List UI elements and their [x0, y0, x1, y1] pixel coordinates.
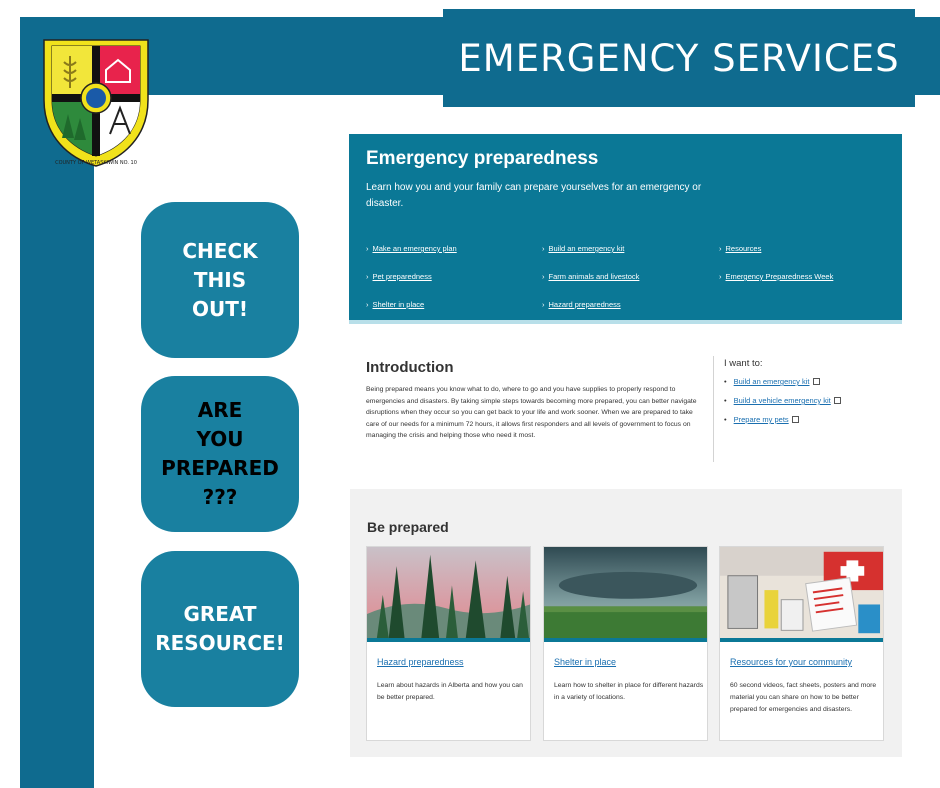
link-label[interactable]: Build a vehicle emergency kit: [733, 396, 831, 405]
card-shelter-in-place[interactable]: [543, 546, 708, 741]
chevron-right-icon: ›: [366, 272, 369, 281]
callout-line: CHECK: [182, 238, 258, 263]
preparedness-link[interactable]: [366, 266, 542, 284]
list-item[interactable]: [724, 396, 894, 405]
introduction-body: Being prepared means you know what to do, where to go and you have supplies to properly respond to emergencies and disasters. By taking simple steps towards becoming more prepared, you can better navigate disruptions when they occur so you can get back to your life and work sooner. When we are prepared to take care of our needs for a minimum 72 hours, it allows first responders and all levels of government to focus on managing the crisis and helping those who need it most.: [366, 386, 697, 440]
card-description: Learn about hazards in Alberta and how you can be better prepared.: [377, 682, 523, 701]
i-want-to-title: I want to:: [724, 358, 763, 369]
list-item[interactable]: [724, 415, 894, 424]
chevron-right-icon: ›: [719, 272, 722, 281]
storm-field-image: [544, 547, 707, 642]
callout-line: ???: [202, 485, 238, 509]
link-label[interactable]: Build an emergency kit: [733, 377, 810, 386]
wildfire-forest-image: [367, 547, 530, 642]
chevron-right-icon: ›: [542, 300, 545, 309]
external-link-icon: [813, 378, 820, 385]
introduction-title: Introduction: [366, 359, 454, 376]
callout-line: GREAT: [183, 602, 257, 626]
callout-line: OUT!: [191, 296, 248, 321]
card-hazard-preparedness[interactable]: [366, 546, 531, 741]
bullet-icon: •: [724, 377, 727, 386]
chevron-right-icon: ›: [542, 244, 545, 253]
preparedness-link[interactable]: [542, 266, 719, 284]
preparedness-banner: [349, 134, 902, 324]
county-crest-logo: [40, 38, 152, 168]
external-link-icon: [834, 397, 841, 404]
header: [443, 9, 915, 107]
callout-line: RESOURCE!: [155, 631, 285, 655]
preparedness-description: Learn how you and your family can prepare yourselves for an emergency or disaster.: [366, 182, 702, 209]
link-label[interactable]: Pet preparedness: [372, 272, 432, 281]
callout-are-you-prepared: [141, 376, 299, 532]
be-prepared-section: [350, 489, 902, 757]
i-want-to-list: [724, 377, 894, 424]
divider: [713, 356, 714, 462]
chevron-right-icon: ›: [542, 272, 545, 281]
preparedness-link[interactable]: [366, 238, 542, 256]
callout-line: ARE: [197, 398, 243, 422]
preparedness-link[interactable]: [542, 238, 719, 256]
card-title[interactable]: Resources for your community: [730, 657, 853, 667]
external-link-icon: [792, 416, 799, 423]
chevron-right-icon: ›: [719, 244, 722, 253]
chevron-right-icon: ›: [366, 300, 369, 309]
link-label[interactable]: Resources: [725, 244, 762, 253]
i-want-to-section: [724, 358, 894, 434]
card-description: Learn how to shelter in place for different hazards in a variety of locations.: [554, 682, 704, 701]
callout-great-resource: [141, 551, 299, 707]
card-description: 60 second videos, fact sheets, posters and more material you can share on how to be better prepared for emergencies and disasters.: [730, 682, 877, 713]
bullet-icon: •: [724, 415, 727, 424]
preparedness-link[interactable]: [542, 294, 719, 312]
svg-text:COUNTY OF WETASKIWIN NO. 10: COUNTY OF WETASKIWIN NO. 10: [55, 160, 137, 166]
preparedness-link[interactable]: [719, 238, 886, 256]
emergency-kit-image: [720, 547, 883, 642]
page-title: EMERGENCY SERVICES: [458, 36, 900, 80]
preparedness-link[interactable]: [719, 266, 886, 284]
link-label[interactable]: Emergency Preparedness Week: [725, 272, 834, 281]
callout-check-this-out: [141, 202, 299, 358]
bullet-icon: •: [724, 396, 727, 405]
callout-line: THIS: [193, 267, 247, 292]
link-label[interactable]: Farm animals and livestock: [548, 272, 640, 281]
card-resources-community[interactable]: [719, 546, 884, 741]
introduction-section: [366, 359, 706, 442]
chevron-right-icon: ›: [366, 244, 369, 253]
card-title[interactable]: Hazard preparedness: [377, 657, 464, 667]
link-label[interactable]: Build an emergency kit: [548, 244, 625, 253]
callout-line: PREPARED: [161, 456, 279, 480]
be-prepared-title: Be prepared: [367, 519, 449, 535]
preparedness-links: [366, 238, 886, 312]
link-label[interactable]: Prepare my pets: [733, 415, 789, 424]
link-label[interactable]: Make an emergency plan: [372, 244, 457, 253]
list-item[interactable]: [724, 377, 894, 386]
link-label[interactable]: Hazard preparedness: [548, 300, 621, 309]
card-title[interactable]: Shelter in place: [554, 657, 617, 667]
callout-line: YOU: [196, 427, 244, 451]
link-label[interactable]: Shelter in place: [372, 300, 425, 309]
preparedness-link[interactable]: [366, 294, 542, 312]
preparedness-title: Emergency preparedness: [366, 148, 599, 169]
